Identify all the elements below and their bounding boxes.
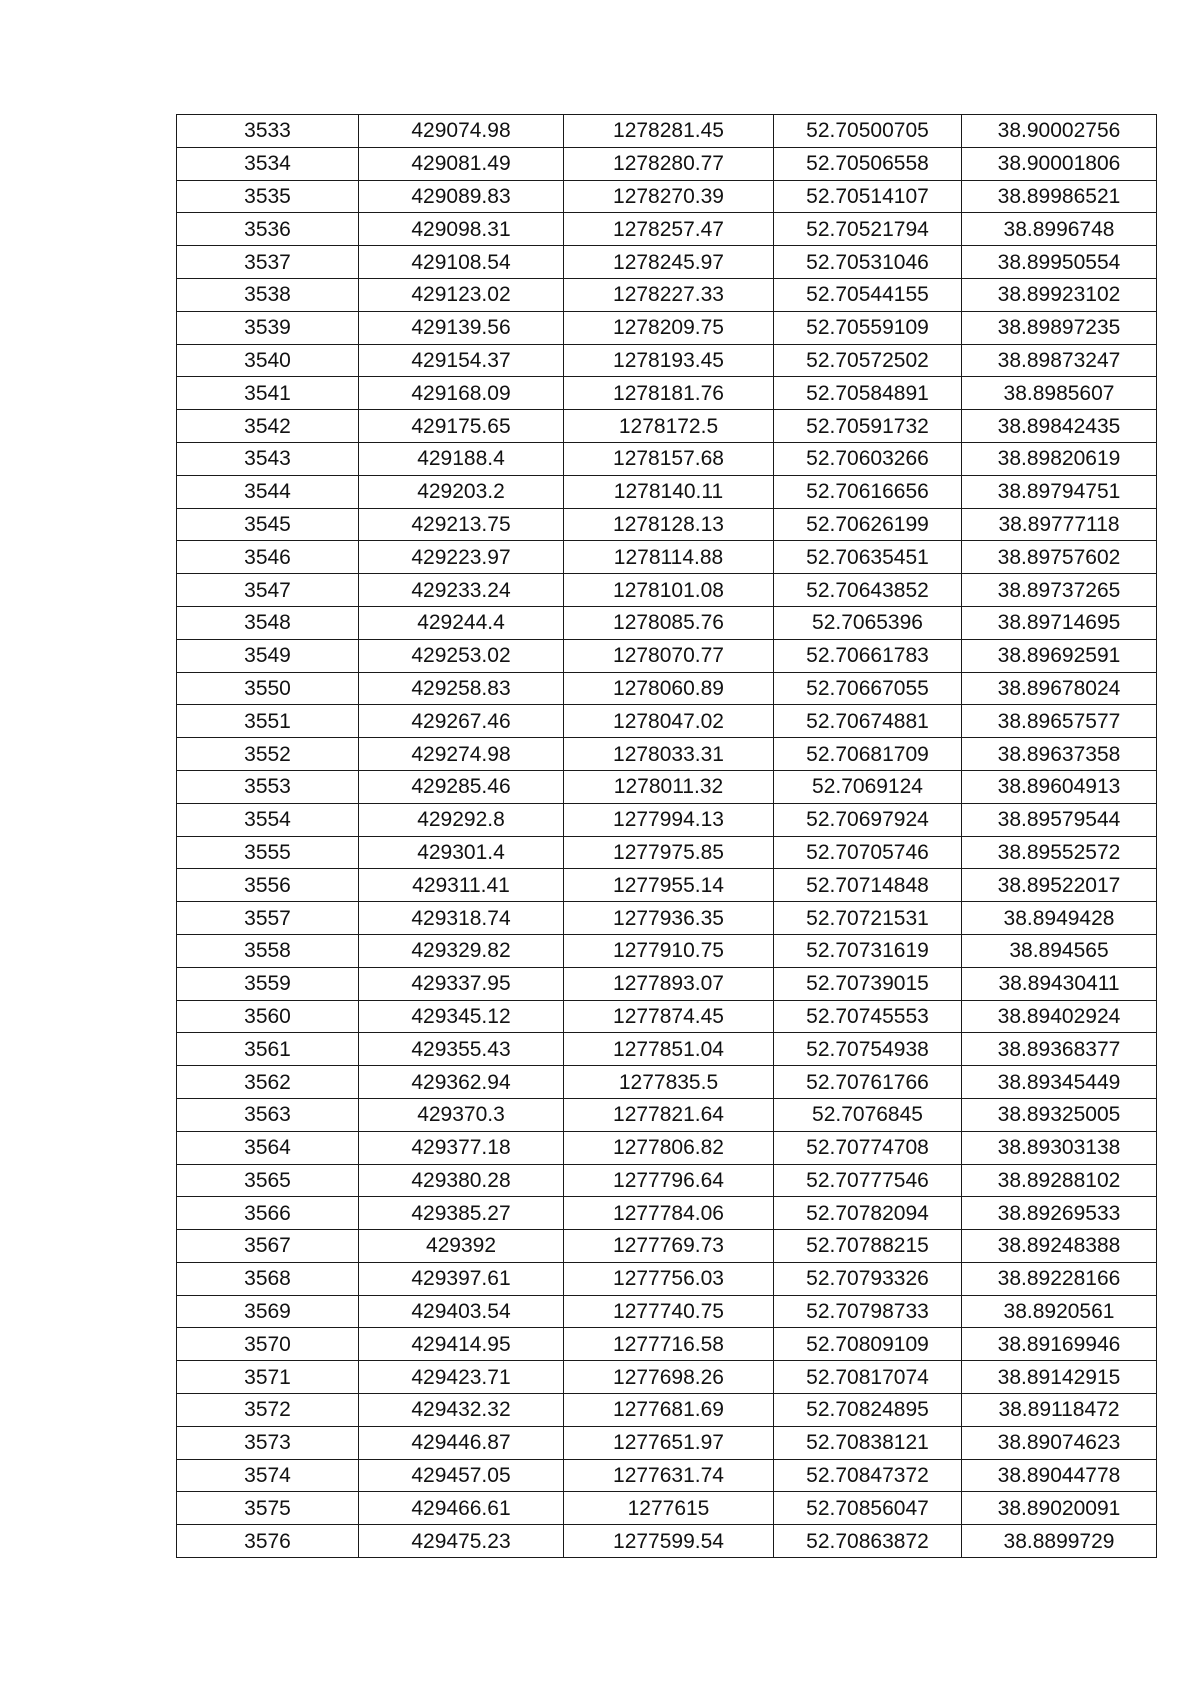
x-coordinate-cell: 429203.2 — [359, 475, 564, 508]
table-body — [177, 115, 1157, 1558]
table-row — [177, 836, 1157, 869]
x-coordinate-cell: 429098.31 — [359, 213, 564, 246]
latitude-cell: 52.70714848 — [774, 869, 962, 902]
y-coordinate-cell: 1277936.35 — [564, 902, 774, 935]
table-row — [177, 705, 1157, 738]
x-coordinate-cell: 429329.82 — [359, 934, 564, 967]
latitude-cell: 52.70591732 — [774, 410, 962, 443]
y-coordinate-cell: 1278060.89 — [564, 672, 774, 705]
x-coordinate-cell: 429285.46 — [359, 770, 564, 803]
x-coordinate-cell: 429362.94 — [359, 1066, 564, 1099]
x-coordinate-cell: 429337.95 — [359, 967, 564, 1000]
x-coordinate-cell: 429403.54 — [359, 1295, 564, 1328]
table-row — [177, 869, 1157, 902]
longitude-cell: 38.8899729 — [962, 1525, 1157, 1558]
point-number-cell: 3562 — [177, 1066, 359, 1099]
latitude-cell: 52.70782094 — [774, 1197, 962, 1230]
x-coordinate-cell: 429392 — [359, 1230, 564, 1263]
point-number-cell: 3535 — [177, 180, 359, 213]
y-coordinate-cell: 1278157.68 — [564, 442, 774, 475]
x-coordinate-cell: 429292.8 — [359, 803, 564, 836]
point-number-cell: 3549 — [177, 639, 359, 672]
y-coordinate-cell: 1277756.03 — [564, 1262, 774, 1295]
table-row — [177, 574, 1157, 607]
latitude-cell: 52.70788215 — [774, 1230, 962, 1263]
y-coordinate-cell: 1278227.33 — [564, 278, 774, 311]
latitude-cell: 52.70667055 — [774, 672, 962, 705]
y-coordinate-cell: 1278209.75 — [564, 311, 774, 344]
y-coordinate-cell: 1277631.74 — [564, 1459, 774, 1492]
longitude-cell: 38.89269533 — [962, 1197, 1157, 1230]
table-row — [177, 1000, 1157, 1033]
longitude-cell: 38.89777118 — [962, 508, 1157, 541]
x-coordinate-cell: 429380.28 — [359, 1164, 564, 1197]
x-coordinate-cell: 429223.97 — [359, 541, 564, 574]
latitude-cell: 52.70705746 — [774, 836, 962, 869]
table-row — [177, 508, 1157, 541]
longitude-cell: 38.8996748 — [962, 213, 1157, 246]
y-coordinate-cell: 1277784.06 — [564, 1197, 774, 1230]
x-coordinate-cell: 429475.23 — [359, 1525, 564, 1558]
point-number-cell: 3560 — [177, 1000, 359, 1033]
x-coordinate-cell: 429213.75 — [359, 508, 564, 541]
longitude-cell: 38.89579544 — [962, 803, 1157, 836]
point-number-cell: 3553 — [177, 770, 359, 803]
point-number-cell: 3563 — [177, 1098, 359, 1131]
table-row — [177, 1361, 1157, 1394]
table-row — [177, 1164, 1157, 1197]
table-row — [177, 1197, 1157, 1230]
x-coordinate-cell: 429397.61 — [359, 1262, 564, 1295]
longitude-cell: 38.89325005 — [962, 1098, 1157, 1131]
point-number-cell: 3554 — [177, 803, 359, 836]
latitude-cell: 52.70584891 — [774, 377, 962, 410]
longitude-cell: 38.89897235 — [962, 311, 1157, 344]
point-number-cell: 3576 — [177, 1525, 359, 1558]
y-coordinate-cell: 1278011.32 — [564, 770, 774, 803]
y-coordinate-cell: 1277651.97 — [564, 1426, 774, 1459]
y-coordinate-cell: 1277821.64 — [564, 1098, 774, 1131]
latitude-cell: 52.70626199 — [774, 508, 962, 541]
point-number-cell: 3552 — [177, 738, 359, 771]
y-coordinate-cell: 1277615 — [564, 1492, 774, 1525]
longitude-cell: 38.894565 — [962, 934, 1157, 967]
latitude-cell: 52.70809109 — [774, 1328, 962, 1361]
point-number-cell: 3568 — [177, 1262, 359, 1295]
longitude-cell: 38.89950554 — [962, 246, 1157, 279]
latitude-cell: 52.70531046 — [774, 246, 962, 279]
point-number-cell: 3540 — [177, 344, 359, 377]
table-row — [177, 1295, 1157, 1328]
table-row — [177, 1459, 1157, 1492]
longitude-cell: 38.8949428 — [962, 902, 1157, 935]
latitude-cell: 52.70731619 — [774, 934, 962, 967]
y-coordinate-cell: 1278101.08 — [564, 574, 774, 607]
latitude-cell: 52.70798733 — [774, 1295, 962, 1328]
x-coordinate-cell: 429432.32 — [359, 1394, 564, 1427]
latitude-cell: 52.70838121 — [774, 1426, 962, 1459]
longitude-cell: 38.89757602 — [962, 541, 1157, 574]
table-row — [177, 1426, 1157, 1459]
latitude-cell: 52.70544155 — [774, 278, 962, 311]
table-row — [177, 1131, 1157, 1164]
y-coordinate-cell: 1277681.69 — [564, 1394, 774, 1427]
y-coordinate-cell: 1277796.64 — [564, 1164, 774, 1197]
table-row — [177, 902, 1157, 935]
longitude-cell: 38.89288102 — [962, 1164, 1157, 1197]
longitude-cell: 38.89923102 — [962, 278, 1157, 311]
table-row — [177, 475, 1157, 508]
latitude-cell: 52.70745553 — [774, 1000, 962, 1033]
longitude-cell: 38.89142915 — [962, 1361, 1157, 1394]
y-coordinate-cell: 1278270.39 — [564, 180, 774, 213]
x-coordinate-cell: 429188.4 — [359, 442, 564, 475]
longitude-cell: 38.89020091 — [962, 1492, 1157, 1525]
y-coordinate-cell: 1277851.04 — [564, 1033, 774, 1066]
latitude-cell: 52.70777546 — [774, 1164, 962, 1197]
y-coordinate-cell: 1277835.5 — [564, 1066, 774, 1099]
point-number-cell: 3567 — [177, 1230, 359, 1263]
point-number-cell: 3575 — [177, 1492, 359, 1525]
x-coordinate-cell: 429175.65 — [359, 410, 564, 443]
table-row — [177, 967, 1157, 1000]
table-row — [177, 1262, 1157, 1295]
point-number-cell: 3565 — [177, 1164, 359, 1197]
point-number-cell: 3551 — [177, 705, 359, 738]
x-coordinate-cell: 429345.12 — [359, 1000, 564, 1033]
longitude-cell: 38.89692591 — [962, 639, 1157, 672]
table-row — [177, 246, 1157, 279]
x-coordinate-cell: 429311.41 — [359, 869, 564, 902]
table-row — [177, 213, 1157, 246]
longitude-cell: 38.89986521 — [962, 180, 1157, 213]
latitude-cell: 52.70817074 — [774, 1361, 962, 1394]
table-row — [177, 278, 1157, 311]
latitude-cell: 52.70643852 — [774, 574, 962, 607]
y-coordinate-cell: 1278281.45 — [564, 115, 774, 148]
y-coordinate-cell: 1277874.45 — [564, 1000, 774, 1033]
latitude-cell: 52.70739015 — [774, 967, 962, 1000]
point-number-cell: 3533 — [177, 115, 359, 148]
longitude-cell: 38.89820619 — [962, 442, 1157, 475]
point-number-cell: 3534 — [177, 147, 359, 180]
table-row — [177, 1525, 1157, 1558]
longitude-cell: 38.89678024 — [962, 672, 1157, 705]
latitude-cell: 52.70635451 — [774, 541, 962, 574]
latitude-cell: 52.7065396 — [774, 606, 962, 639]
y-coordinate-cell: 1278140.11 — [564, 475, 774, 508]
y-coordinate-cell: 1278033.31 — [564, 738, 774, 771]
longitude-cell: 38.89842435 — [962, 410, 1157, 443]
x-coordinate-cell: 429233.24 — [359, 574, 564, 607]
x-coordinate-cell: 429108.54 — [359, 246, 564, 279]
latitude-cell: 52.70847372 — [774, 1459, 962, 1492]
longitude-cell: 38.89873247 — [962, 344, 1157, 377]
point-number-cell: 3546 — [177, 541, 359, 574]
y-coordinate-cell: 1278047.02 — [564, 705, 774, 738]
x-coordinate-cell: 429457.05 — [359, 1459, 564, 1492]
point-number-cell: 3557 — [177, 902, 359, 935]
x-coordinate-cell: 429370.3 — [359, 1098, 564, 1131]
point-number-cell: 3544 — [177, 475, 359, 508]
longitude-cell: 38.89552572 — [962, 836, 1157, 869]
x-coordinate-cell: 429414.95 — [359, 1328, 564, 1361]
longitude-cell: 38.89522017 — [962, 869, 1157, 902]
point-number-cell: 3536 — [177, 213, 359, 246]
latitude-cell: 52.70754938 — [774, 1033, 962, 1066]
point-number-cell: 3572 — [177, 1394, 359, 1427]
point-number-cell: 3570 — [177, 1328, 359, 1361]
latitude-cell: 52.70572502 — [774, 344, 962, 377]
y-coordinate-cell: 1278114.88 — [564, 541, 774, 574]
x-coordinate-cell: 429074.98 — [359, 115, 564, 148]
latitude-cell: 52.70793326 — [774, 1262, 962, 1295]
x-coordinate-cell: 429318.74 — [359, 902, 564, 935]
y-coordinate-cell: 1277806.82 — [564, 1131, 774, 1164]
x-coordinate-cell: 429446.87 — [359, 1426, 564, 1459]
table-row — [177, 1033, 1157, 1066]
table-row — [177, 442, 1157, 475]
x-coordinate-cell: 429258.83 — [359, 672, 564, 705]
latitude-cell: 52.70521794 — [774, 213, 962, 246]
table-row — [177, 1098, 1157, 1131]
latitude-cell: 52.70761766 — [774, 1066, 962, 1099]
x-coordinate-cell: 429139.56 — [359, 311, 564, 344]
longitude-cell: 38.90002756 — [962, 115, 1157, 148]
y-coordinate-cell: 1278070.77 — [564, 639, 774, 672]
table-row — [177, 1492, 1157, 1525]
longitude-cell: 38.89248388 — [962, 1230, 1157, 1263]
x-coordinate-cell: 429301.4 — [359, 836, 564, 869]
x-coordinate-cell: 429377.18 — [359, 1131, 564, 1164]
point-number-cell: 3547 — [177, 574, 359, 607]
point-number-cell: 3556 — [177, 869, 359, 902]
point-number-cell: 3537 — [177, 246, 359, 279]
x-coordinate-cell: 429081.49 — [359, 147, 564, 180]
x-coordinate-cell: 429123.02 — [359, 278, 564, 311]
y-coordinate-cell: 1277698.26 — [564, 1361, 774, 1394]
table-row — [177, 606, 1157, 639]
latitude-cell: 52.70824895 — [774, 1394, 962, 1427]
latitude-cell: 52.70603266 — [774, 442, 962, 475]
y-coordinate-cell: 1277716.58 — [564, 1328, 774, 1361]
table-row — [177, 934, 1157, 967]
x-coordinate-cell: 429253.02 — [359, 639, 564, 672]
longitude-cell: 38.90001806 — [962, 147, 1157, 180]
longitude-cell: 38.8920561 — [962, 1295, 1157, 1328]
longitude-cell: 38.89794751 — [962, 475, 1157, 508]
longitude-cell: 38.89402924 — [962, 1000, 1157, 1033]
table-row — [177, 115, 1157, 148]
table-row — [177, 147, 1157, 180]
y-coordinate-cell: 1278181.76 — [564, 377, 774, 410]
point-number-cell: 3543 — [177, 442, 359, 475]
latitude-cell: 52.70500705 — [774, 115, 962, 148]
x-coordinate-cell: 429154.37 — [359, 344, 564, 377]
y-coordinate-cell: 1277740.75 — [564, 1295, 774, 1328]
x-coordinate-cell: 429089.83 — [359, 180, 564, 213]
coordinates-table — [176, 114, 1157, 1558]
y-coordinate-cell: 1277955.14 — [564, 869, 774, 902]
longitude-cell: 38.89074623 — [962, 1426, 1157, 1459]
longitude-cell: 38.89714695 — [962, 606, 1157, 639]
point-number-cell: 3566 — [177, 1197, 359, 1230]
table-row — [177, 770, 1157, 803]
point-number-cell: 3559 — [177, 967, 359, 1000]
y-coordinate-cell: 1277599.54 — [564, 1525, 774, 1558]
point-number-cell: 3564 — [177, 1131, 359, 1164]
latitude-cell: 52.70681709 — [774, 738, 962, 771]
point-number-cell: 3555 — [177, 836, 359, 869]
y-coordinate-cell: 1278172.5 — [564, 410, 774, 443]
table-row — [177, 1394, 1157, 1427]
latitude-cell: 52.70661783 — [774, 639, 962, 672]
y-coordinate-cell: 1278193.45 — [564, 344, 774, 377]
y-coordinate-cell: 1277769.73 — [564, 1230, 774, 1263]
point-number-cell: 3539 — [177, 311, 359, 344]
longitude-cell: 38.89604913 — [962, 770, 1157, 803]
y-coordinate-cell: 1278085.76 — [564, 606, 774, 639]
y-coordinate-cell: 1277975.85 — [564, 836, 774, 869]
longitude-cell: 38.89345449 — [962, 1066, 1157, 1099]
x-coordinate-cell: 429244.4 — [359, 606, 564, 639]
point-number-cell: 3541 — [177, 377, 359, 410]
point-number-cell: 3548 — [177, 606, 359, 639]
latitude-cell: 52.7069124 — [774, 770, 962, 803]
table-row — [177, 410, 1157, 443]
point-number-cell: 3569 — [177, 1295, 359, 1328]
latitude-cell: 52.70856047 — [774, 1492, 962, 1525]
latitude-cell: 52.70514107 — [774, 180, 962, 213]
longitude-cell: 38.8985607 — [962, 377, 1157, 410]
x-coordinate-cell: 429168.09 — [359, 377, 564, 410]
table-row — [177, 738, 1157, 771]
table-row — [177, 1328, 1157, 1361]
table-row — [177, 377, 1157, 410]
point-number-cell: 3573 — [177, 1426, 359, 1459]
latitude-cell: 52.70616656 — [774, 475, 962, 508]
point-number-cell: 3571 — [177, 1361, 359, 1394]
point-number-cell: 3545 — [177, 508, 359, 541]
y-coordinate-cell: 1278245.97 — [564, 246, 774, 279]
latitude-cell: 52.70674881 — [774, 705, 962, 738]
y-coordinate-cell: 1278128.13 — [564, 508, 774, 541]
longitude-cell: 38.89637358 — [962, 738, 1157, 771]
longitude-cell: 38.89368377 — [962, 1033, 1157, 1066]
table-row — [177, 344, 1157, 377]
latitude-cell: 52.70559109 — [774, 311, 962, 344]
longitude-cell: 38.89657577 — [962, 705, 1157, 738]
point-number-cell: 3561 — [177, 1033, 359, 1066]
table-row — [177, 672, 1157, 705]
table-row — [177, 1066, 1157, 1099]
y-coordinate-cell: 1277910.75 — [564, 934, 774, 967]
x-coordinate-cell: 429267.46 — [359, 705, 564, 738]
x-coordinate-cell: 429355.43 — [359, 1033, 564, 1066]
table-row — [177, 180, 1157, 213]
latitude-cell: 52.70721531 — [774, 902, 962, 935]
table-row — [177, 639, 1157, 672]
table-row — [177, 1230, 1157, 1263]
longitude-cell: 38.89118472 — [962, 1394, 1157, 1427]
y-coordinate-cell: 1277893.07 — [564, 967, 774, 1000]
point-number-cell: 3574 — [177, 1459, 359, 1492]
longitude-cell: 38.89737265 — [962, 574, 1157, 607]
x-coordinate-cell: 429385.27 — [359, 1197, 564, 1230]
y-coordinate-cell: 1277994.13 — [564, 803, 774, 836]
point-number-cell: 3542 — [177, 410, 359, 443]
table-row — [177, 803, 1157, 836]
table-row — [177, 311, 1157, 344]
table-row — [177, 541, 1157, 574]
latitude-cell: 52.70506558 — [774, 147, 962, 180]
longitude-cell: 38.89303138 — [962, 1131, 1157, 1164]
latitude-cell: 52.7076845 — [774, 1098, 962, 1131]
x-coordinate-cell: 429466.61 — [359, 1492, 564, 1525]
longitude-cell: 38.89169946 — [962, 1328, 1157, 1361]
point-number-cell: 3550 — [177, 672, 359, 705]
y-coordinate-cell: 1278257.47 — [564, 213, 774, 246]
latitude-cell: 52.70774708 — [774, 1131, 962, 1164]
longitude-cell: 38.89228166 — [962, 1262, 1157, 1295]
y-coordinate-cell: 1278280.77 — [564, 147, 774, 180]
x-coordinate-cell: 429274.98 — [359, 738, 564, 771]
latitude-cell: 52.70697924 — [774, 803, 962, 836]
point-number-cell: 3558 — [177, 934, 359, 967]
longitude-cell: 38.89044778 — [962, 1459, 1157, 1492]
latitude-cell: 52.70863872 — [774, 1525, 962, 1558]
point-number-cell: 3538 — [177, 278, 359, 311]
longitude-cell: 38.89430411 — [962, 967, 1157, 1000]
x-coordinate-cell: 429423.71 — [359, 1361, 564, 1394]
